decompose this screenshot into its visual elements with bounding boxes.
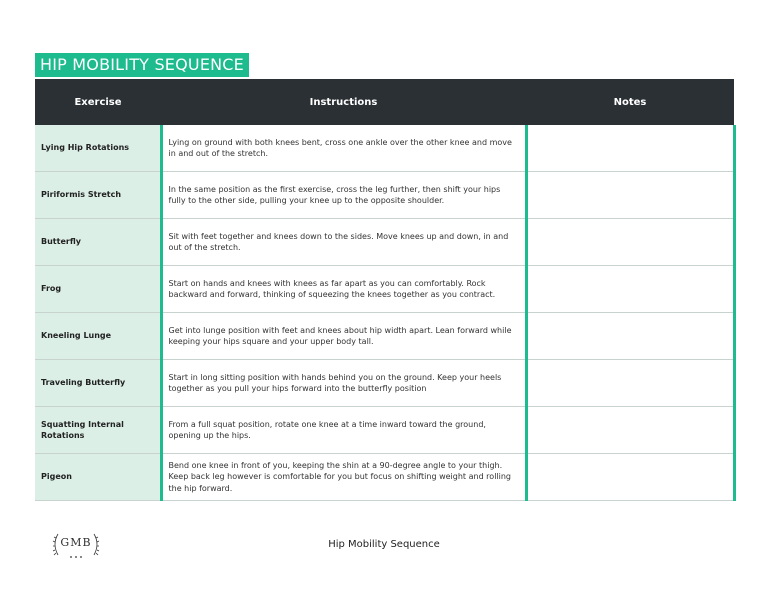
column-header-instructions: Instructions bbox=[161, 79, 526, 125]
table-row bbox=[35, 125, 734, 172]
notes-cell[interactable] bbox=[526, 219, 734, 266]
exercise-name-cell: Squatting Internal Rotations bbox=[35, 407, 161, 454]
notes-cell[interactable] bbox=[526, 454, 734, 501]
table-row bbox=[35, 172, 734, 219]
notes-cell[interactable] bbox=[526, 313, 734, 360]
exercise-name-cell: Lying Hip Rotations bbox=[35, 125, 161, 172]
exercise-name-cell: Pigeon bbox=[35, 454, 161, 501]
table-row bbox=[35, 266, 734, 313]
instructions-cell: Get into lunge position with feet and knees about hip width apart. Lean forward while keeping your hips square and your upper body tall. bbox=[161, 313, 526, 360]
table-row bbox=[35, 313, 734, 360]
exercise-name-cell: Kneeling Lunge bbox=[35, 313, 161, 360]
column-header-exercise: Exercise bbox=[35, 79, 161, 125]
column-header-notes: Notes bbox=[526, 79, 734, 125]
table-row bbox=[35, 360, 734, 407]
notes-cell[interactable] bbox=[526, 360, 734, 407]
table-header-row bbox=[35, 79, 734, 125]
logo-text: GMB bbox=[60, 536, 92, 549]
notes-cell[interactable] bbox=[526, 125, 734, 172]
notes-cell[interactable] bbox=[526, 407, 734, 454]
notes-cell[interactable] bbox=[526, 172, 734, 219]
instructions-cell: Sit with feet together and knees down to the sides. Move knees up and down, in and out of the stretch. bbox=[161, 219, 526, 266]
instructions-cell: Bend one knee in front of you, keeping the shin at a 90-degree angle to your thigh. Keep back leg however is comfortable for you but focus on shifting weight and rolling the hip forward. bbox=[161, 454, 526, 501]
instructions-cell: From a full squat position, rotate one knee at a time inward toward the ground, opening up the hips. bbox=[161, 407, 526, 454]
exercise-name-cell: Piriformis Stretch bbox=[35, 172, 161, 219]
instructions-cell: Start on hands and knees with knees as far apart as you can comfortably. Rock backward and forward, thinking of squeezing the knees together as you contract. bbox=[161, 266, 526, 313]
instructions-cell: In the same position as the first exercise, cross the leg further, then shift your hips fully to the other side, pulling your knee up to the opposite shoulder. bbox=[161, 172, 526, 219]
table-row bbox=[35, 219, 734, 266]
exercise-name-cell: Butterfly bbox=[35, 219, 161, 266]
exercise-table bbox=[35, 79, 736, 501]
footer-title: Hip Mobility Sequence bbox=[328, 539, 440, 550]
table-row bbox=[35, 407, 734, 454]
notes-cell[interactable] bbox=[526, 266, 734, 313]
table-row bbox=[35, 454, 734, 501]
exercise-name-cell: Traveling Butterfly bbox=[35, 360, 161, 407]
exercise-name-cell: Frog bbox=[35, 266, 161, 313]
page-title: HIP MOBILITY SEQUENCE bbox=[35, 53, 249, 77]
instructions-cell: Start in long sitting position with hands behind you on the ground. Keep your heels together as you pull your hips forward into the butterfly position bbox=[161, 360, 526, 407]
instructions-cell: Lying on ground with both knees bent, cross one ankle over the other knee and move in and out of the stretch. bbox=[161, 125, 526, 172]
